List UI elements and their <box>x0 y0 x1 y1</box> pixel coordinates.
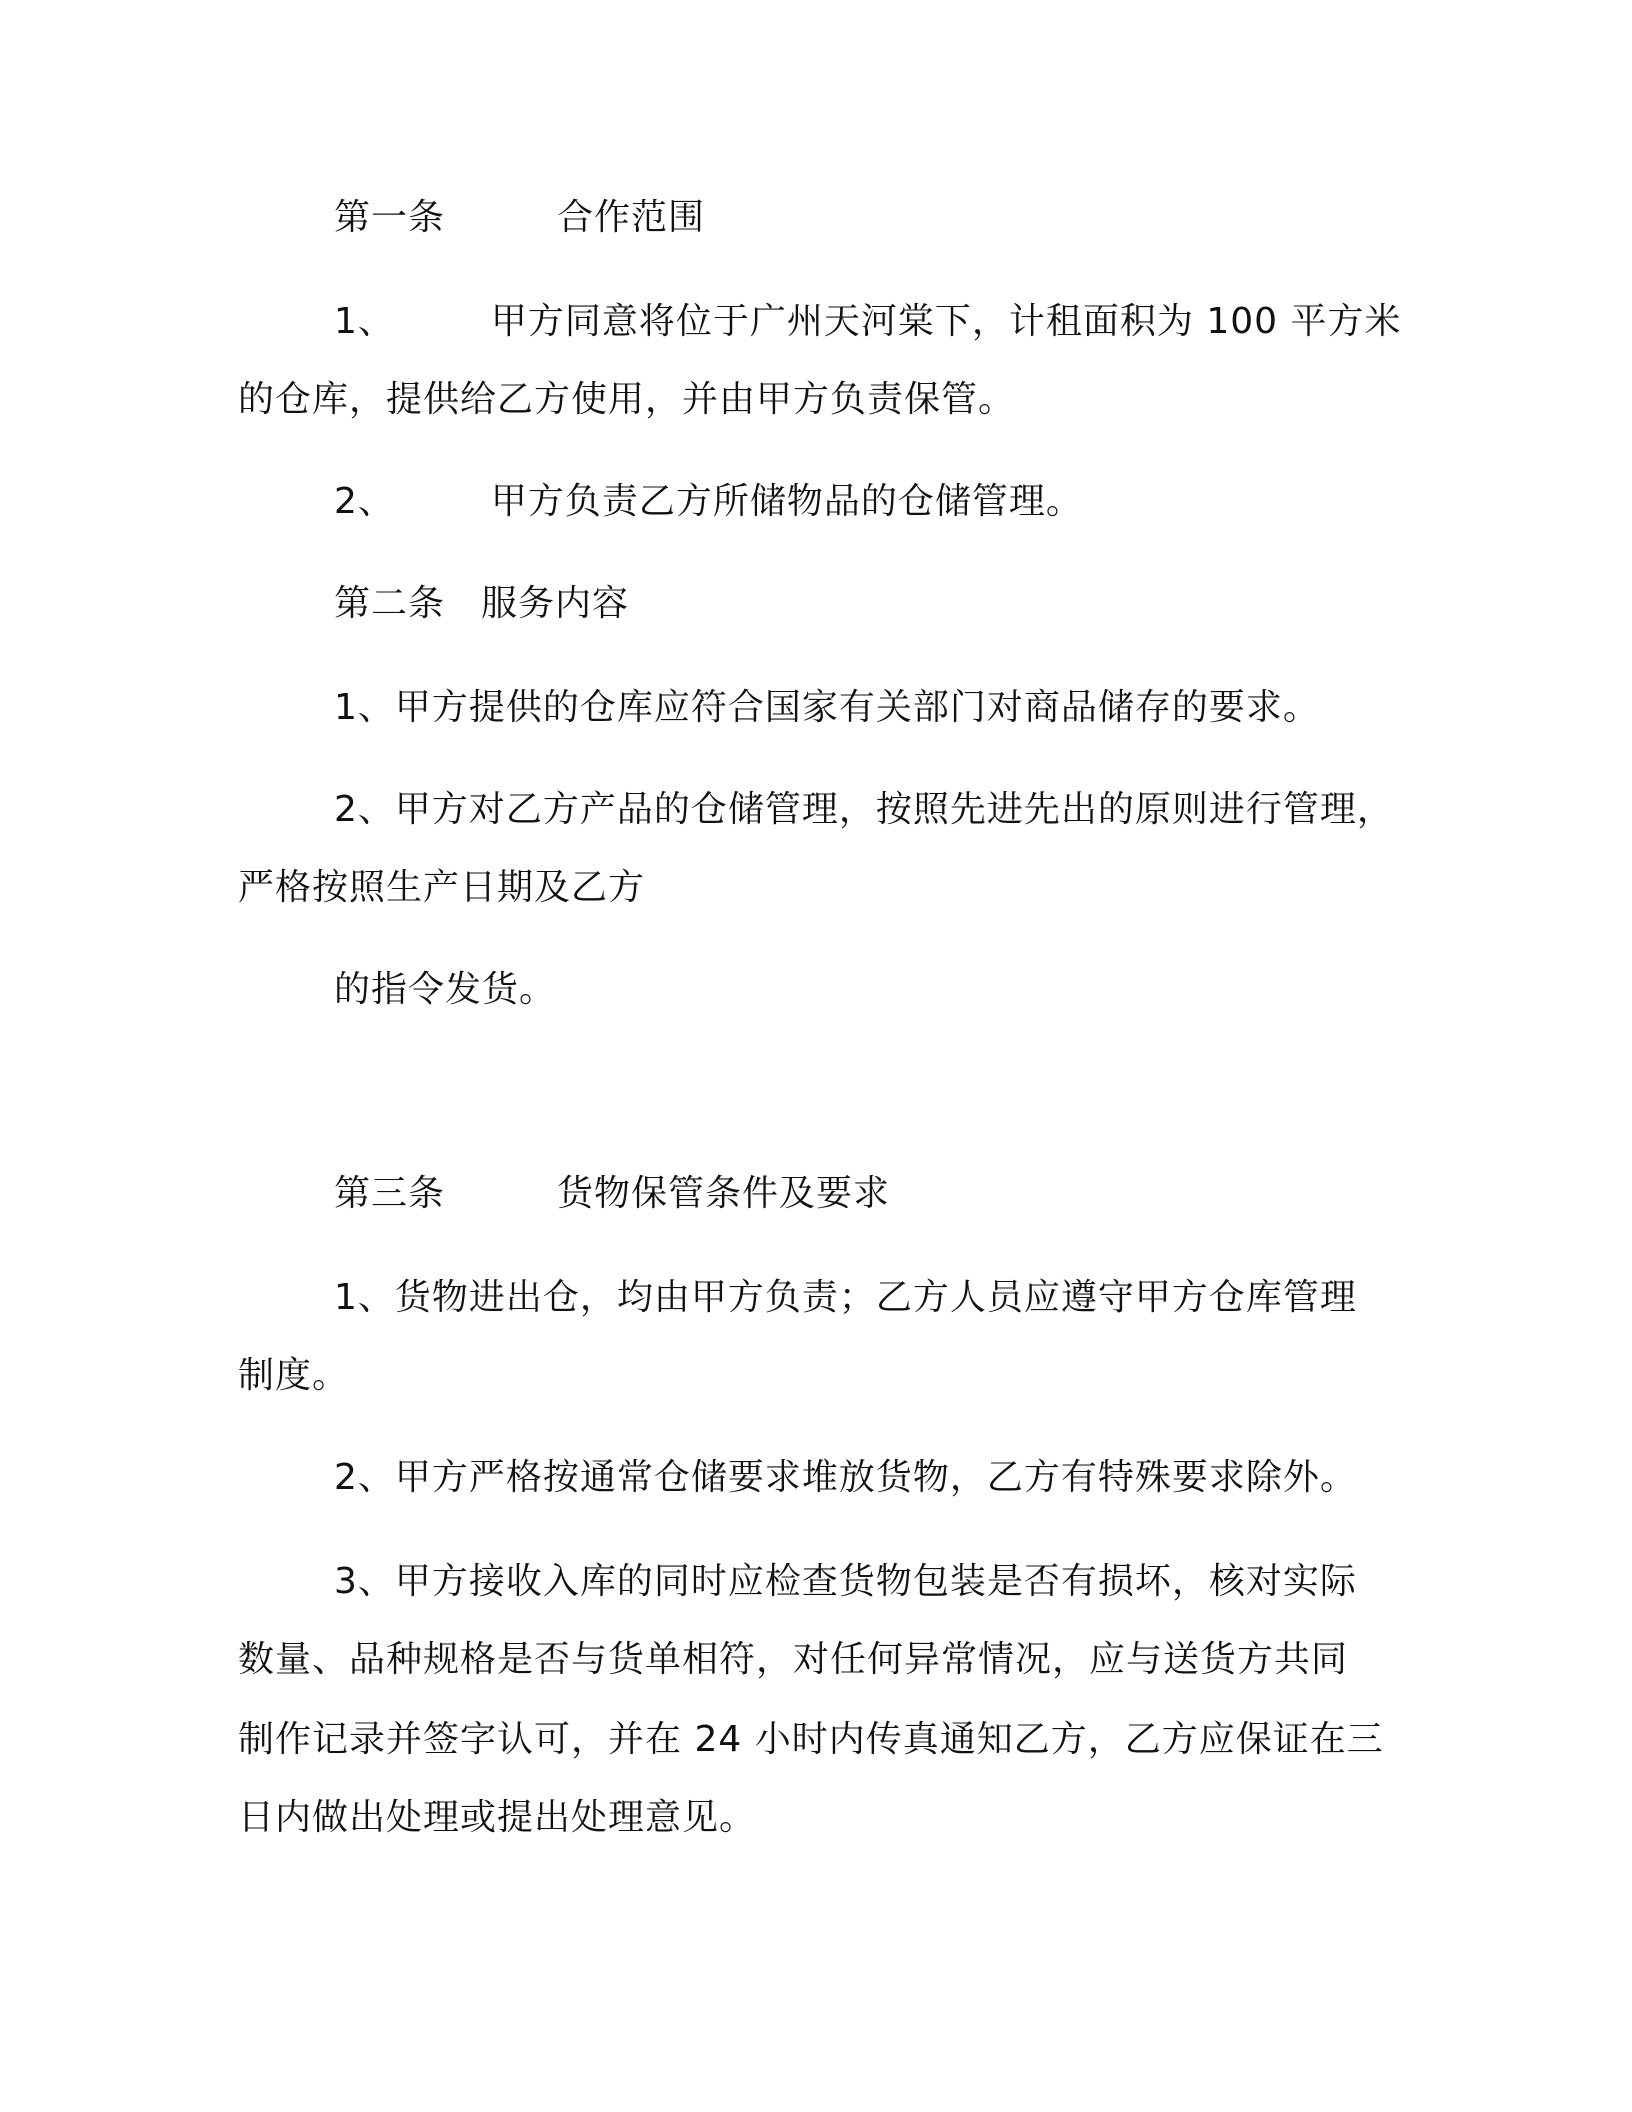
article-3-item-2: 2、甲方严格按通常仓储要求堆放货物，乙方有特殊要求除外。 <box>334 1457 1357 1498</box>
article-3-item-3-line-1: 3、甲方接收入库的同时应检查货物包装是否有损坏，核对实际 <box>334 1561 1357 1602</box>
article-2-item-2-line-1: 2、甲方对乙方产品的仓储管理，按照先进先出的原则进行管理， <box>334 789 1394 830</box>
article-1-item-1 <box>334 300 1402 344</box>
article-2-number: 第二条 <box>334 583 446 624</box>
article-3-item-1-line-1: 1、货物进出仓，均由甲方负责；乙方人员应遵守甲方仓库管理 <box>334 1277 1357 1318</box>
article-2-item-1: 1、甲方提供的仓库应符合国家有关部门对商品储存的要求。 <box>334 687 1320 728</box>
article-3-item-3-line-2: 数量、品种规格是否与货单相符，对任何异常情况，应与送货方共同 <box>238 1639 1349 1680</box>
article-2-item-2-line-3: 的指令发货。 <box>334 969 557 1010</box>
article-3-item-1-line-2: 制度。 <box>238 1355 350 1396</box>
article-1-item-2-num: 2、 <box>334 481 395 522</box>
article-1-item-1-line-2: 的仓库，提供给乙方使用，并由甲方负责保管。 <box>238 379 1016 420</box>
article-3-title: 货物保管条件及要求 <box>557 1173 891 1214</box>
article-1-item-1-line-1: 甲方同意将位于广州天河棠下，计租面积为 100 平方米 <box>490 301 1402 342</box>
article-1-item-2 <box>334 480 1083 524</box>
article-3-item-3-line-3: 制作记录并签字认可，并在 24 小时内传真通知乙方，乙方应保证在三 <box>238 1719 1384 1760</box>
article-1-item-1-num: 1、 <box>334 301 395 342</box>
article-2-heading <box>334 582 629 626</box>
article-1-item-2-text: 甲方负责乙方所储物品的仓储管理。 <box>490 481 1083 522</box>
article-3-heading <box>334 1172 890 1216</box>
article-2-title: 服务内容 <box>481 583 630 624</box>
article-1-number: 第一条 <box>334 197 446 238</box>
article-1-title: 合作范围 <box>557 197 706 238</box>
article-2-item-2-line-2: 严格按照生产日期及乙方 <box>238 867 646 908</box>
article-3-number: 第三条 <box>334 1173 446 1214</box>
article-1-heading <box>334 196 705 240</box>
article-3-item-3-line-4: 日内做出处理或提出处理意见。 <box>238 1797 757 1838</box>
